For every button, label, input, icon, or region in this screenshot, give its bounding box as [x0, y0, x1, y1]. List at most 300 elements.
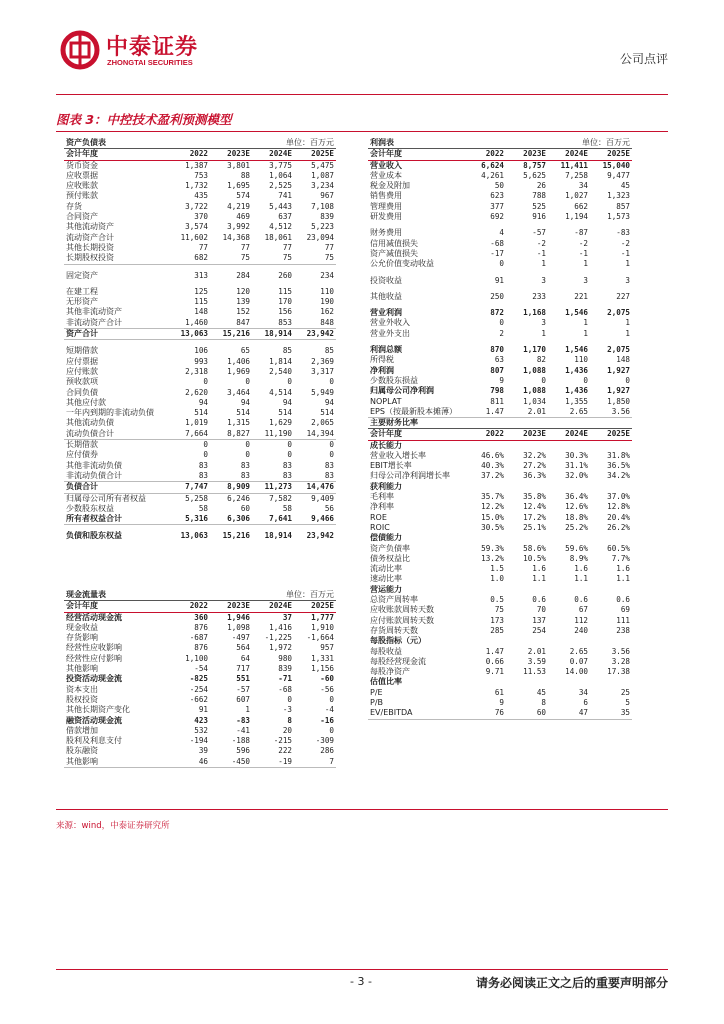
- table-row: [368, 492, 632, 502]
- table-unit: [464, 418, 632, 429]
- row-value: 85: [324, 346, 334, 356]
- row-label: 营业利润: [370, 308, 402, 318]
- row-value: 75: [252, 253, 294, 264]
- row-value: 1,355: [565, 396, 588, 406]
- row-label: 资本支出: [66, 684, 98, 694]
- row-value: 1,927: [607, 365, 630, 375]
- table-row: [368, 502, 632, 512]
- row-value: 514: [194, 408, 208, 418]
- row-value: 8,827: [210, 429, 252, 440]
- row-label: 预付账款: [66, 191, 98, 201]
- row-value: 839: [320, 212, 334, 222]
- row-label: 合同资产: [66, 212, 98, 222]
- row-value: -1,225: [264, 633, 292, 643]
- row-value: 11,411: [560, 160, 588, 170]
- row-value: 3,722: [185, 201, 208, 211]
- row-value: -1: [620, 248, 630, 258]
- row-value: 0.07: [569, 656, 588, 666]
- table-row: [368, 698, 632, 708]
- row-value: 23,942: [306, 531, 334, 541]
- row-label: 投资活动现金流: [66, 674, 122, 684]
- row-value: 3: [541, 275, 546, 285]
- row-value: 4,514: [269, 387, 292, 397]
- row-value: -16: [320, 715, 334, 725]
- row-value: 7,641: [252, 514, 294, 525]
- row-value: 6,624: [481, 160, 504, 170]
- row-value: [548, 533, 590, 543]
- row-label: 应收账款周转天数: [370, 605, 434, 615]
- row-value: [464, 585, 506, 595]
- row-value: -83: [616, 228, 630, 238]
- company-name-en: ZHONGTAI SECURITIES: [107, 58, 193, 67]
- row-value: 3,801: [227, 160, 250, 170]
- table-row: [368, 523, 632, 533]
- row-label: EPS（按最新股本摊薄）: [368, 407, 464, 418]
- row-value: 2,369: [311, 356, 334, 366]
- table-header-row: [368, 149, 632, 160]
- row-value: [506, 440, 548, 451]
- row-value: -60: [320, 674, 334, 684]
- row-value: 40.3%: [481, 461, 504, 471]
- row-value: 3,317: [311, 366, 334, 376]
- table-title: 主要财务比率: [368, 418, 464, 429]
- table-unit: 单位：百万元: [168, 138, 336, 149]
- row-label: 毛利率: [370, 492, 394, 502]
- table-row: [368, 585, 632, 595]
- row-value: 25.1%: [523, 522, 546, 532]
- row-value: 1,969: [227, 366, 250, 376]
- row-value: 1,168: [523, 308, 546, 318]
- row-value: [506, 585, 548, 595]
- table-row: [64, 243, 336, 253]
- row-value: 1: [541, 259, 546, 269]
- row-value: 83: [252, 471, 294, 482]
- row-value: 77: [282, 242, 292, 252]
- table-row: [64, 367, 336, 377]
- row-value: -1: [536, 248, 546, 258]
- row-label: 流动比率: [370, 564, 402, 574]
- row-value: 0: [499, 259, 504, 269]
- row-value: 11.53: [523, 667, 546, 677]
- balance-sheet-table: [64, 138, 336, 542]
- row-value: 50: [494, 181, 504, 191]
- table-row: [368, 482, 632, 492]
- row-label: 应付债券: [66, 450, 98, 460]
- table-row: [64, 287, 336, 297]
- row-value: 0: [329, 377, 334, 387]
- row-label: 其他应付款: [66, 397, 106, 407]
- table-row: [368, 677, 632, 687]
- row-value: 152: [236, 307, 250, 317]
- row-value: 12.2%: [481, 502, 504, 512]
- row-value: 83: [282, 460, 292, 470]
- table-row: [64, 674, 336, 684]
- row-value: 1.1: [532, 574, 546, 584]
- row-value: 65: [240, 346, 250, 356]
- row-value: 83: [168, 471, 210, 482]
- row-value: 13,063: [168, 329, 210, 340]
- row-value: 8,757: [523, 160, 546, 170]
- table-row: [368, 636, 632, 646]
- row-label: 所有者权益合计: [64, 514, 168, 525]
- row-value: 59.6%: [565, 543, 588, 553]
- row-value: 94: [282, 397, 292, 407]
- row-value: 469: [236, 212, 250, 222]
- row-value: 1.47: [464, 407, 506, 418]
- row-value: 1: [583, 328, 588, 338]
- table-row: [64, 695, 336, 705]
- row-label: 负债合计: [64, 482, 168, 493]
- row-value: 25: [620, 687, 630, 697]
- table-row: [368, 647, 632, 657]
- row-value: 83: [294, 471, 336, 482]
- row-value: 115: [194, 297, 208, 307]
- table-row: [64, 398, 336, 408]
- row-value: 37: [282, 612, 292, 622]
- row-label: 股权投资: [66, 694, 98, 704]
- row-label: P/E: [370, 687, 383, 697]
- row-value: 753: [194, 170, 208, 180]
- row-value: 1,850: [607, 396, 630, 406]
- row-value: 35.7%: [481, 492, 504, 502]
- header-year: 2023E: [506, 429, 548, 440]
- table-row: [368, 191, 632, 201]
- row-value: -57: [236, 684, 250, 694]
- row-value: -1: [578, 248, 588, 258]
- header-year: 2024E: [548, 149, 590, 160]
- row-value: 36.5%: [607, 461, 630, 471]
- row-value: 811: [490, 396, 504, 406]
- row-value: -309: [315, 736, 334, 746]
- row-label: 总资产周转率: [370, 595, 418, 605]
- row-value: 238: [616, 625, 630, 635]
- table-row: [64, 357, 336, 367]
- row-value: 94: [324, 397, 334, 407]
- row-value: 112: [574, 615, 588, 625]
- table-header-row: [64, 149, 336, 160]
- row-value: 76: [464, 708, 506, 719]
- row-label: 其他影响: [66, 664, 98, 674]
- table-row: [368, 533, 632, 543]
- row-label: 其他非流动负债: [66, 460, 122, 470]
- row-value: 4,512: [269, 222, 292, 232]
- row-value: -41: [236, 725, 250, 735]
- row-value: 30.5%: [481, 522, 504, 532]
- row-value: 788: [532, 191, 546, 201]
- row-label: 公允价值变动收益: [370, 259, 434, 269]
- row-value: 596: [236, 746, 250, 756]
- row-value: -54: [194, 664, 208, 674]
- row-value: 137: [532, 615, 546, 625]
- row-value: 91: [494, 275, 504, 285]
- company-name-cn: 中泰证券: [106, 35, 199, 60]
- row-value: 254: [532, 625, 546, 635]
- row-label: 税金及附加: [370, 181, 410, 191]
- row-value: 847: [210, 318, 252, 329]
- row-value: 682: [168, 253, 210, 264]
- row-value: 9,477: [607, 170, 630, 180]
- table-unit: 单位：百万元: [168, 590, 336, 601]
- row-value: 17.2%: [523, 512, 546, 522]
- table-row: [368, 708, 632, 719]
- row-value: 870: [490, 345, 504, 355]
- row-label: 财务费用: [370, 228, 402, 238]
- row-value: 75: [294, 253, 336, 264]
- row-value: 9,409: [311, 493, 334, 503]
- document-type: 公司点评: [619, 52, 668, 66]
- row-label: 净利率: [370, 502, 394, 512]
- row-value: 1,946: [227, 612, 250, 622]
- row-value: 0: [329, 450, 334, 460]
- row-value: 11,273: [252, 482, 294, 493]
- row-value: 162: [320, 307, 334, 317]
- row-value: 0: [329, 440, 334, 450]
- row-value: 0: [245, 377, 250, 387]
- row-label: EBIT增长率: [370, 461, 412, 471]
- row-value: 637: [278, 212, 292, 222]
- header-year: 2025E: [590, 429, 632, 440]
- row-value: 1: [625, 318, 630, 328]
- row-value: 3: [541, 318, 546, 328]
- row-label: 应付账款: [66, 366, 98, 376]
- row-value: 1.6: [574, 564, 588, 574]
- row-value: 1,088: [523, 365, 546, 375]
- row-value: 1,732: [185, 181, 208, 191]
- row-value: 7.7%: [611, 553, 630, 563]
- row-value: 234: [320, 270, 334, 280]
- row-label: 其他收益: [370, 291, 402, 301]
- row-label: 研发费用: [370, 212, 402, 222]
- page-header: [0, 0, 724, 96]
- row-value: 3,464: [227, 387, 250, 397]
- row-value: 125: [194, 286, 208, 296]
- row-value: 69: [620, 605, 630, 615]
- table-row: [64, 716, 336, 726]
- row-value: 1: [541, 328, 546, 338]
- row-value: 25.2%: [565, 522, 588, 532]
- row-value: 156: [278, 307, 292, 317]
- row-value: 0.6: [574, 595, 588, 605]
- row-value: [548, 482, 590, 492]
- table-row: [64, 408, 336, 418]
- table-row: [368, 688, 632, 698]
- row-label: 非流动负债合计: [64, 471, 168, 482]
- table-title-row: [368, 418, 632, 429]
- table-row: [64, 418, 336, 428]
- row-value: 11,602: [180, 232, 208, 242]
- row-value: 2,525: [269, 181, 292, 191]
- row-value: 58: [282, 503, 292, 513]
- row-value: 139: [236, 297, 250, 307]
- row-value: 717: [236, 664, 250, 674]
- row-value: 1,629: [269, 418, 292, 428]
- row-value: 250: [490, 291, 504, 301]
- row-value: 20: [282, 725, 292, 735]
- row-value: 5,625: [523, 170, 546, 180]
- row-value: 2: [499, 328, 504, 338]
- header-label: 会计年度: [368, 429, 464, 440]
- table-row: [368, 626, 632, 636]
- table-row: [368, 228, 632, 238]
- table-row: [64, 493, 336, 504]
- row-value: 876: [194, 643, 208, 653]
- row-value: 2.65: [569, 646, 588, 656]
- footer-disclaimer: 请务必阅读正文之后的重要声明部分: [475, 976, 668, 990]
- row-value: [464, 482, 506, 492]
- table-row: [64, 329, 336, 340]
- row-label: 营业外支出: [370, 328, 410, 338]
- row-value: 8: [287, 715, 292, 725]
- row-value: 36.3%: [523, 471, 546, 481]
- row-value: 2.01: [527, 646, 546, 656]
- row-label: 经营性应收影响: [66, 643, 122, 653]
- row-value: 7: [294, 757, 336, 768]
- row-value: 2,075: [607, 345, 630, 355]
- table-row: [64, 461, 336, 471]
- row-value: 0: [287, 694, 292, 704]
- table-row: [64, 318, 336, 329]
- table-row: [64, 171, 336, 181]
- row-value: 1,546: [565, 308, 588, 318]
- row-value: 110: [320, 286, 334, 296]
- row-value: 75: [494, 605, 504, 615]
- row-label: 无形资产: [66, 297, 98, 307]
- row-label: 非流动资产合计: [64, 318, 168, 329]
- row-value: 46: [168, 757, 210, 768]
- row-value: 0: [245, 450, 250, 460]
- header-year: 2022: [168, 601, 210, 612]
- table-row: [368, 329, 632, 339]
- row-value: [590, 482, 632, 492]
- row-value: 56: [324, 503, 334, 513]
- table-row: [368, 667, 632, 677]
- table-row: [64, 482, 336, 493]
- row-value: 2.01: [506, 407, 548, 418]
- row-value: 36.4%: [565, 492, 588, 502]
- zhongtai-logo-icon: [60, 30, 100, 70]
- row-value: 980: [278, 653, 292, 663]
- row-value: 14,394: [294, 429, 336, 440]
- row-value: 807: [490, 365, 504, 375]
- row-value: [590, 585, 632, 595]
- row-value: 120: [236, 286, 250, 296]
- table-row: [368, 605, 632, 615]
- row-value: 0: [499, 318, 504, 328]
- row-value: 1: [583, 318, 588, 328]
- row-value: [590, 636, 632, 646]
- row-value: -215: [273, 736, 292, 746]
- row-value: 1,777: [311, 612, 334, 622]
- row-value: 423: [194, 715, 208, 725]
- row-value: -87: [574, 228, 588, 238]
- table-row: [64, 736, 336, 746]
- row-value: 1,406: [227, 356, 250, 366]
- row-label: 其他流动资产: [66, 222, 114, 232]
- row-label: 经营性应付影响: [66, 653, 122, 663]
- cash-flow-panel: [64, 590, 364, 768]
- row-value: 77: [240, 242, 250, 252]
- row-value: 1,064: [269, 170, 292, 180]
- row-label: 合同负债: [66, 387, 98, 397]
- page-number: - 3 -: [350, 975, 372, 988]
- table-row: [368, 355, 632, 365]
- row-value: 286: [320, 746, 334, 756]
- row-value: 1,100: [185, 653, 208, 663]
- row-value: 5,475: [311, 160, 334, 170]
- row-label: 流动负债合计: [64, 429, 168, 440]
- row-value: 77: [198, 242, 208, 252]
- row-value: 1.5: [490, 564, 504, 574]
- row-label: 获利能力: [370, 481, 402, 491]
- table-row: [368, 407, 632, 418]
- row-value: 45: [620, 181, 630, 191]
- row-value: 1.6: [616, 564, 630, 574]
- table-row: [368, 616, 632, 626]
- row-label: 营业收入增长率: [370, 450, 426, 460]
- row-value: 35: [590, 708, 632, 719]
- row-value: 6,306: [210, 514, 252, 525]
- row-value: 798: [490, 386, 504, 396]
- table-row: [368, 239, 632, 249]
- table-row: [64, 377, 336, 387]
- row-label: 管理费用: [370, 201, 402, 211]
- row-value: 7,747: [168, 482, 210, 493]
- row-label: ROIC: [370, 522, 390, 532]
- row-label: EV/EBITDA: [368, 708, 464, 719]
- row-value: 15,216: [210, 329, 252, 340]
- row-value: [464, 677, 506, 687]
- row-value: 3,574: [185, 222, 208, 232]
- row-value: 61: [494, 687, 504, 697]
- row-value: 23,942: [294, 329, 336, 340]
- row-value: 64: [240, 653, 250, 663]
- row-value: [506, 677, 548, 687]
- row-value: 60: [506, 708, 548, 719]
- row-value: 8,909: [210, 482, 252, 493]
- row-value: 3,992: [227, 222, 250, 232]
- row-label: 投资收益: [370, 275, 402, 285]
- row-label: 应付票据: [66, 356, 98, 366]
- row-value: 4: [499, 228, 504, 238]
- row-value: 20.4%: [607, 512, 630, 522]
- row-value: -2: [578, 238, 588, 248]
- cash-flow-table: [64, 590, 336, 768]
- row-value: 4,219: [227, 201, 250, 211]
- table-row: [368, 308, 632, 318]
- row-label: 营业成本: [370, 170, 402, 180]
- row-label: 经营活动现金流: [66, 612, 122, 622]
- table-row: [64, 633, 336, 643]
- row-value: 532: [194, 725, 208, 735]
- row-value: 1,573: [607, 212, 630, 222]
- header-year: 2024E: [252, 601, 294, 612]
- row-value: 110: [574, 355, 588, 365]
- row-value: 0: [245, 440, 250, 450]
- row-value: 662: [574, 201, 588, 211]
- row-value: 0: [287, 377, 292, 387]
- row-label: 其他非流动资产: [66, 307, 122, 317]
- figure-source: 来源：wind，中泰证券研究所: [56, 821, 170, 831]
- row-label: 速动比率: [370, 574, 402, 584]
- table-row: [368, 657, 632, 667]
- row-value: 0.6: [532, 595, 546, 605]
- table-row: [368, 544, 632, 554]
- table-row: [64, 388, 336, 398]
- table-row: [368, 471, 632, 481]
- row-value: 1,972: [269, 643, 292, 653]
- row-value: 30.3%: [565, 450, 588, 460]
- row-value: 47: [548, 708, 590, 719]
